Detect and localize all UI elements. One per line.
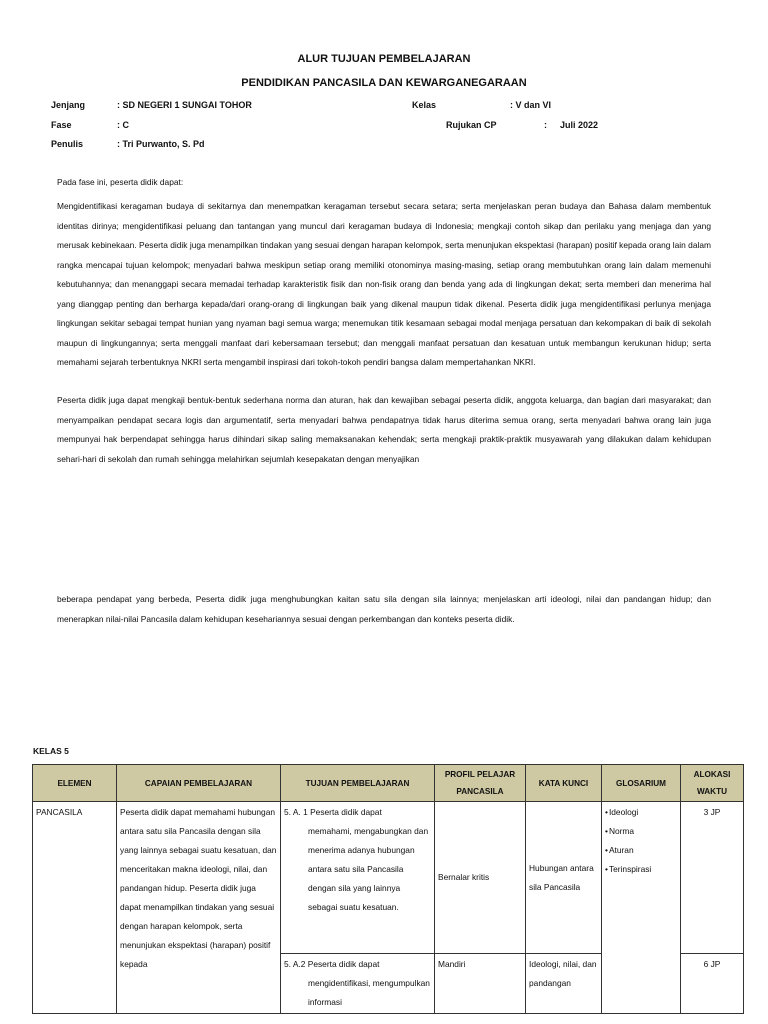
rujukan-label: Rujukan CP bbox=[446, 120, 497, 130]
cell-glosarium bbox=[602, 802, 681, 1014]
penulis-value: : Tri Purwanto, S. Pd bbox=[117, 139, 205, 149]
cell-alokasi-2: 6 JP bbox=[681, 954, 744, 1014]
fase-value: : C bbox=[117, 120, 129, 130]
table-row bbox=[33, 802, 744, 954]
cell-tujuan-1 bbox=[281, 802, 435, 954]
cell-alokasi-1: 3 JP bbox=[681, 802, 744, 954]
intro-text: Pada fase ini, peserta didik dapat: bbox=[57, 177, 184, 187]
header-profil: PROFIL PELAJAR PANCASILA bbox=[435, 765, 526, 802]
paragraph-2: Peserta didik juga dapat mengkaji bentuk-bentuk sederhana norma dan aturan, hak dan kewajiban sebagai peserta didik, anggota keluarga, dan bagian dari masyarakat; dan menyampaikan pendapat secara logis dan argumentatif, serta menyadari bahwa pendapatnya tidak harus diterima semua orang, serta menyadari bahwa orang lain juga mempunyai hak berpendapat sehingga harus dihindari sikap saling memaksanakan kehendak; serta mengkaji praktik-praktik musyawarah yang dilakukan dalam kehidupan sehari-hari di sekolah dan rumah sehingga melahirkan sejumlah kesepakatan dengan menyajikan bbox=[57, 395, 711, 464]
table-header-row bbox=[33, 765, 744, 802]
cell-profil-2: Mandiri bbox=[435, 954, 526, 1014]
glosarium-item: • Aturan bbox=[605, 841, 677, 860]
rujukan-value: Juli 2022 bbox=[560, 120, 599, 130]
jenjang-label: Jenjang bbox=[51, 100, 86, 110]
jenjang-value: : SD NEGERI 1 SUNGAI TOHOR bbox=[117, 100, 252, 110]
cell-capaian: Peserta didik dapat memahami hubungan antara satu sila Pancasila dengan sila yang lainnya sebagai suatu kesatuan, dan menceritakan makna ideologi, nilai, dan pandangan hidup. Peserta didik juga dapat menampilkan tindakan yang sesuai dengan harapan kelompok, serta menunjukan ekspektasi (harapan) positif kepada bbox=[117, 802, 281, 1014]
header-elemen: ELEMEN bbox=[33, 765, 117, 802]
tujuan-text-1: memahami, mengabungkan dan menerima adanya hubungan antara satu sila Pancasila dengan sila yang lainnya sebagai suatu kesatuan. bbox=[308, 826, 429, 912]
kelas-value: : V dan VI bbox=[510, 100, 552, 110]
cell-tujuan-2 bbox=[281, 954, 435, 1014]
fase-label: Fase bbox=[51, 120, 72, 130]
header-glosarium: GLOSARIUM bbox=[602, 765, 681, 802]
cell-kata-kunci-2: Ideologi, nilai, dan pandangan bbox=[526, 954, 602, 1014]
tujuan-code-2: 5. A.2 Peserta didik dapat bbox=[284, 959, 380, 969]
document-title: ALUR TUJUAN PEMBELAJARAN bbox=[297, 53, 471, 65]
glosarium-item: • Terinspirasi bbox=[605, 860, 677, 879]
glosarium-item: • Norma bbox=[605, 822, 677, 841]
tujuan-code-1: 5. A. 1 Peserta didik dapat bbox=[284, 807, 382, 817]
glosarium-item: • Ideologi bbox=[605, 803, 677, 822]
paragraph-3: beberapa pendapat yang berbeda, Peserta didik juga menghubungkan kaitan satu sila dengan sila lainnya; menjelaskan arti ideologi, nilai dan pandangan hidup; dan menerapkan nilai-nilai Pancasila dalam kehidupan kesehariannya sesuai dengan perkembangan dan konteks peserta didik. bbox=[57, 594, 711, 624]
rujukan-separator: : bbox=[544, 120, 547, 130]
paragraph-1: Mengidentifikasi keragaman budaya di sekitarnya dan menempatkan keragaman tersebut secara setara; serta menjelaskan peran budaya dan Bahasa dalam membentuk identitas dirinya; mengidentifikasi peluang dan tantangan yang muncul dari keragaman budaya di Indonesia; mengkaji contoh sikap dan perilaku yang menjaga dan yang merusak kebinekaan. Peserta didik juga menampilkan tindakan yang sesuai dengan harapan kelompok, serta menunjukan ekspektasi (harapan) positif kepada orang lain dalam rangka mencapai tujuan kelompok; menyadari bahwa meskipun setiap orang memiliki otonominya masing-masing, setiap orang membutuhkan orang lain dalam memenuhi kebutuhannya; dan menanggapi secara memadai terhadap karakteristik fisik dan non-fisik orang dan benda yang ada di lingkungan dekat; serta memberi dan menerima hal yang dianggap penting dan berharga kepada/dari orang-orang di lingkungan baik yang dikenal maupun tidak dikenal. Peserta didik juga mengidentifikasi perlunya menjaga lingkungan sekitar sebagai tempat hunian yang nyaman bagi semua warga; menemukan titik kesamaan sebagai modal menjaga persatuan dan kekompakan di baik di sekolah maupun di lingkungannya; serta menggali manfaat dari kebersamaan tersebut; dan menggali manfaat persatuan dan kesatuan untuk membangun kerukunan hidup; serta memahami sejarah terbentuknya NKRI serta mengambil inspirasi dari tokoh-tokoh pendiri bangsa dalam mempertahankan NKRI. bbox=[57, 201, 711, 367]
document-subtitle: PENDIDIKAN PANCASILA DAN KEWARGANEGARAAN bbox=[241, 77, 527, 89]
header-capaian: CAPAIAN PEMBELAJARAN bbox=[117, 765, 281, 802]
header-kata-kunci: KATA KUNCI bbox=[526, 765, 602, 802]
profil-1: Bernalar kritis bbox=[438, 872, 490, 882]
cell-kata-kunci-1 bbox=[526, 802, 602, 954]
tujuan-text-2: mengidentifikasi, mengumpulkan informasi bbox=[308, 978, 430, 1007]
glosarium-list bbox=[605, 803, 677, 879]
kata-kunci-1: Hubungan antara sila Pancasila bbox=[529, 862, 594, 892]
penulis-label: Penulis bbox=[51, 139, 84, 149]
kelas-heading: KELAS 5 bbox=[33, 746, 69, 756]
header-tujuan: TUJUAN PEMBELAJARAN bbox=[281, 765, 435, 802]
cell-elemen: PANCASILA bbox=[33, 802, 117, 1014]
cell-profil-1 bbox=[435, 802, 526, 954]
curriculum-table bbox=[32, 764, 744, 1014]
header-alokasi: ALOKASI WAKTU bbox=[681, 765, 744, 802]
kelas-label: Kelas bbox=[412, 100, 437, 110]
